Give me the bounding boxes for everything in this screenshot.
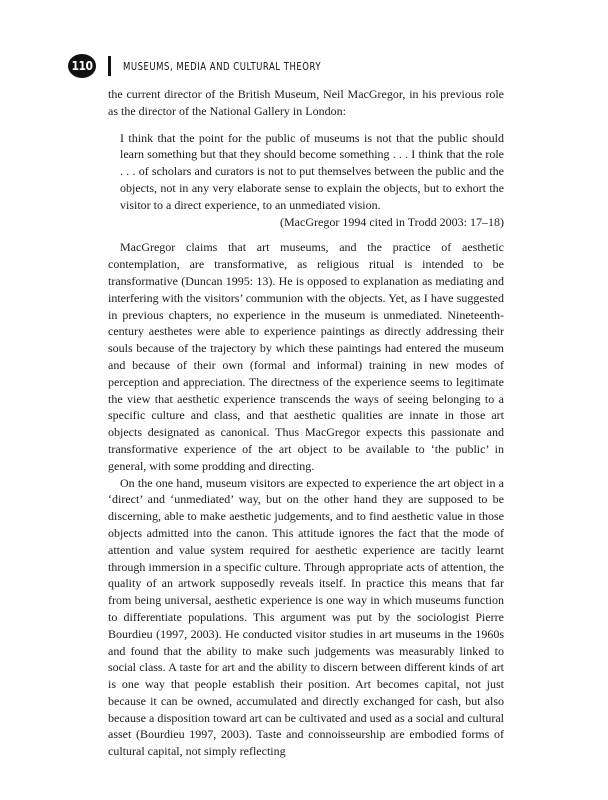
text-column xyxy=(108,86,504,760)
quote-citation: (MacGregor 1994 cited in Trodd 2003: 17–18) xyxy=(280,214,504,229)
block-quote xyxy=(120,130,504,231)
running-head: MUSEUMS, MEDIA AND CULTURAL THEORY xyxy=(123,59,322,73)
body-paragraph-2: On the one hand, museum visitors are expected to experience the art object in a ‘direct’ and ‘unmediated’ way, but on the other hand they are supposed to be discerning, able to make aesthetic judgements, and to find aesthetic value in those objects admitted into the canon. This attitude ignores the fact that the mode of attention and value system required for aesthetic experience are tacitly learnt through immersion in a specific culture. Through appropriate acts of attention, the quality of an artwork supposedly reveals itself. In practice this means that far from being universal, aesthetic experience is one way in which museums function to differentiate populations. This argument was put by the sociologist Pierre Bourdieu (1997, 2003). He conducted visitor studies in art museums in the 1960s and found that the ability to make such judgements was measurably linked to social class. A taste for art and the ability to discern between different kinds of art is one way that people establish their position. Art becomes capital, not just because it can be owned, accumulated and directly exchanged for cash, but also because a disposition toward art can be cultivated and used as a social and cultural asset (Bourdieu 1997, 2003). Taste and connoisseurship are embodied forms of cultural capital, not simply reflecting xyxy=(108,475,504,759)
page-number-badge: 110 xyxy=(68,54,96,78)
page-header xyxy=(68,53,528,79)
header-divider xyxy=(108,56,111,76)
quote-text: I think that the point for the public of museums is not that the public should learn something but that they should become something . . . I think that the role . . . of scholars and curators is not to put themselves between the public and the objects, not in any very elaborate sense to explain the objects, but to exhort the visitor to a direct experience, to an unmediated vision. xyxy=(120,130,504,212)
body-paragraph-1: MacGregor claims that art museums, and the practice of aesthetic contemplation, are transformative, as religious ritual is intended to be transformative (Duncan 1995: 13). He is opposed to explanation as mediating and interfering with the visitors’ communion with the objects. Yet, as I have suggested in previous chapters, no experience in the museum is unmediated. Nineteenth-century aesthetes were able to experience paintings as directly addressing their souls because of the trajectory by which these paintings had entered the museum and because of their own (formal and informal) training in new modes of perception and appreciation. The directness of the experience seems to legitimate the view that aesthetic experience transcends the ways of seeing belonging to a specific culture and class, and that aesthetic qualities are innate in those art objects designated as canonical. Thus MacGregor expects this passionate and transformative experience of the art object to be available to ‘the public’ in general, with some prodding and directing. xyxy=(108,240,504,473)
lead-paragraph: the current director of the British Museum, Neil MacGregor, in his previous role as the director of the National Gallery in London: xyxy=(108,87,504,118)
